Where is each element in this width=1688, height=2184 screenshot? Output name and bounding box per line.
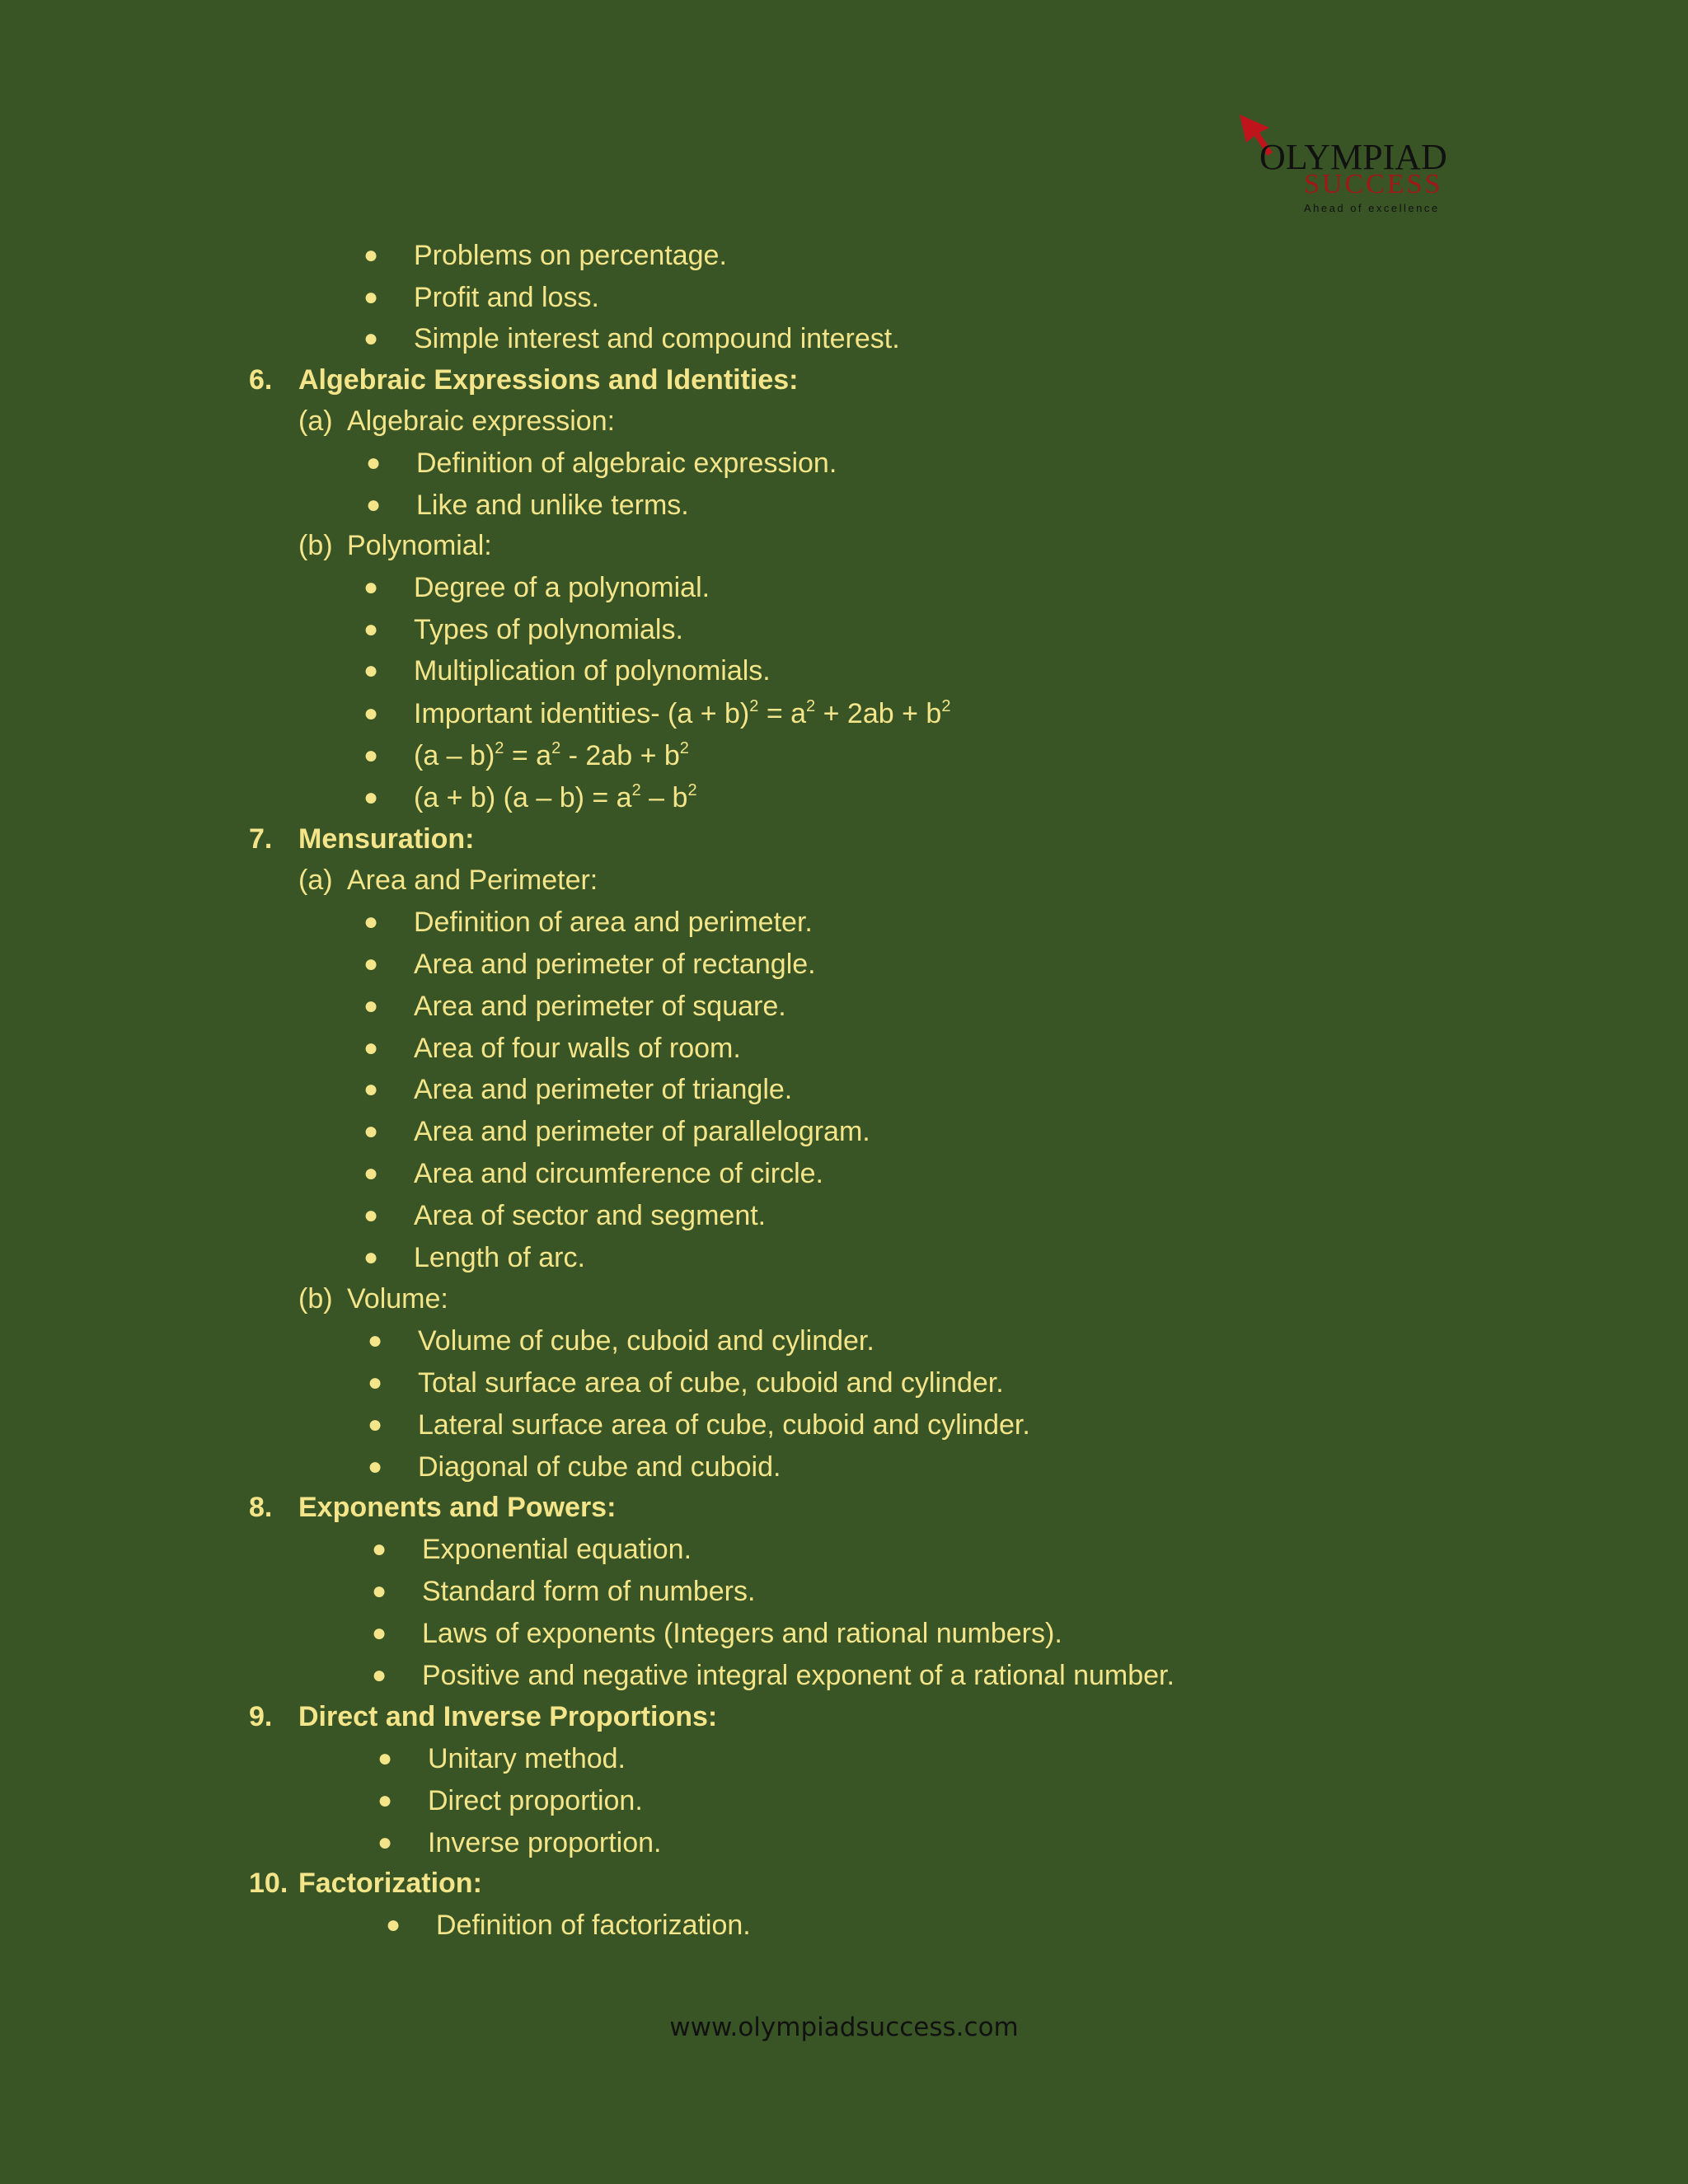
logo-word-success: SUCCESS [1304,169,1443,199]
list-item: Profit and loss. [414,282,599,313]
list-item: Positive and negative integral exponent of a rational number. [422,1660,1175,1691]
bullet-icon: ● [363,574,379,601]
list-item: Inverse proportion. [428,1827,662,1858]
list-item: Total surface area of cube, cuboid and cylinder. [418,1367,1004,1399]
bullet-icon: ● [363,1160,379,1187]
list-item: Exponential equation. [422,1534,692,1565]
bullet-icon: ● [363,1034,379,1062]
list-item: Area and circumference of circle. [414,1158,823,1189]
section-number: 8. [249,1492,273,1523]
section-title: Mensuration: [298,823,475,855]
bullet-icon: ● [363,241,379,269]
bullet-icon: ● [372,1577,387,1605]
bullet-icon: ● [363,908,379,935]
section-title: Factorization: [298,1868,482,1899]
list-item: Problems on percentage. [414,240,727,271]
section-number: 9. [249,1701,273,1732]
logo-tagline: Ahead of excellence [1304,202,1440,214]
list-item: Diagonal of cube and cuboid. [418,1451,781,1483]
list-item: Area and perimeter of rectangle. [414,949,816,980]
list-item: Types of polynomials. [414,614,683,645]
bullet-icon: ● [363,950,379,977]
bullet-icon: ● [363,325,379,352]
sub-title: Polynomial: [347,530,492,561]
list-item: Definition of factorization. [436,1910,751,1941]
list-item: Degree of a polynomial. [414,572,710,603]
bullet-icon: ● [372,1619,387,1647]
list-item: Volume of cube, cuboid and cylinder. [418,1325,874,1357]
sub-title: Algebraic expression: [347,405,616,437]
bullet-icon: ● [363,992,379,1019]
sub-label: (b) [298,530,333,561]
sub-label: (a) [298,865,333,896]
bullet-icon: ● [363,700,379,727]
bullet-icon: ● [377,1787,393,1814]
list-item: Area and perimeter of triangle. [414,1074,793,1105]
list-item: Area of four walls of room. [414,1033,741,1064]
section-number: 10. [249,1868,288,1899]
section-title: Direct and Inverse Proportions: [298,1701,718,1732]
bullet-icon: ● [366,449,382,476]
bullet-icon: ● [363,1118,379,1145]
sub-title: Volume: [347,1283,448,1315]
bullet-icon: ● [363,1202,379,1229]
list-item: Multiplication of polynomials. [414,655,771,687]
logo-word-olympiad: OLYMPIAD [1259,137,1447,177]
list-item: Definition of algebraic expression. [416,448,837,479]
bullet-icon: ● [368,1411,383,1438]
bullet-icon: ● [363,616,379,643]
identity-line-1: Important identities- $(a + b)^2 = a^2 + 2ab + b^2$ [414,697,951,729]
bullet-icon: ● [363,742,379,769]
section-number: 6. [249,364,273,396]
list-item: Standard form of numbers. [422,1576,756,1607]
bullet-icon: ● [363,1244,379,1271]
list-item: Area of sector and segment. [414,1200,767,1231]
section-number: 7. [249,823,273,855]
bullet-icon: ● [372,1535,387,1563]
bullet-icon: ● [368,1327,383,1354]
list-item: Direct proportion. [428,1785,643,1816]
bullet-icon: ● [363,657,379,684]
sub-title: Area and Perimeter: [347,865,598,896]
list-item: Simple interest and compound interest. [414,323,900,354]
identity-line-3: (a + b) $(a - b) = a^2 - b^2$ [414,781,697,813]
list-item: Lateral surface area of cube, cuboid and cylinder. [418,1409,1030,1441]
footer-url: www.olympiadsuccess.com [669,2013,1019,2042]
bullet-icon: ● [363,784,379,811]
sub-label: (b) [298,1283,333,1315]
list-item: Length of arc. [414,1242,585,1273]
list-item: Area and perimeter of parallelogram. [414,1116,870,1147]
bullet-icon: ● [386,1911,401,1938]
olympiad-success-logo [1236,111,1459,223]
bullet-icon: ● [368,1369,383,1396]
bullet-icon: ● [363,1076,379,1103]
section-title: Exponents and Powers: [298,1492,617,1523]
list-item: Laws of exponents (Integers and rational numbers). [422,1618,1062,1649]
section-title: Algebraic Expressions and Identities: [298,364,799,396]
sub-label: (a) [298,405,333,437]
list-item: Unitary method. [428,1743,626,1774]
bullet-icon: ● [372,1661,387,1689]
list-item: Like and unlike terms. [416,490,689,521]
identity-line-2: $(a - b)^2 = a^2 - 2ab + b^2$ [414,739,689,771]
list-item: Area and perimeter of square. [414,991,786,1022]
bullet-icon: ● [368,1453,383,1480]
bullet-icon: ● [377,1745,393,1772]
list-item: Definition of area and perimeter. [414,907,813,938]
bullet-icon: ● [377,1829,393,1856]
bullet-icon: ● [366,491,382,518]
bullet-icon: ● [363,284,379,311]
